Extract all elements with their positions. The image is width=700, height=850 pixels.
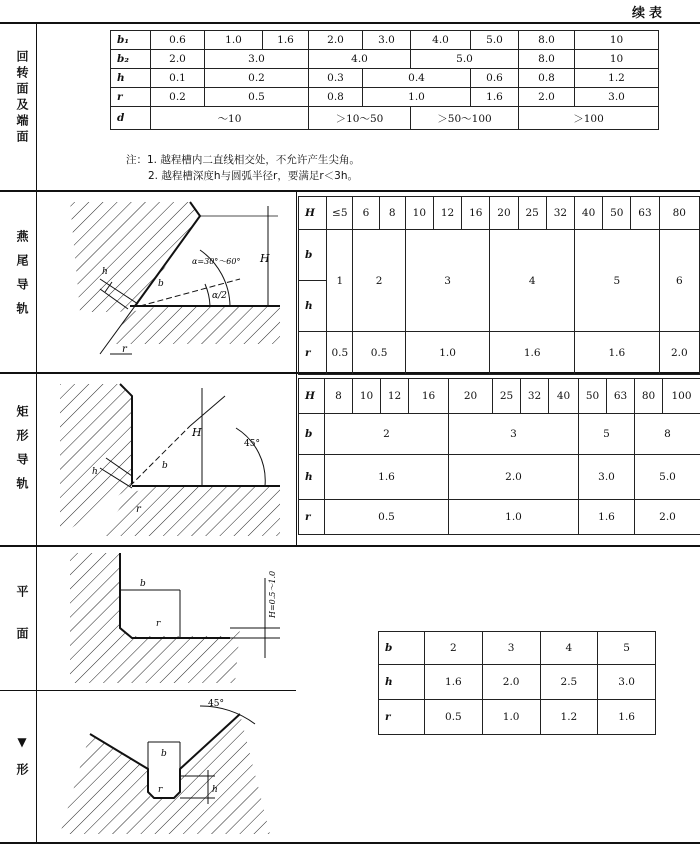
- dim-H: H=0.5～1.0: [268, 570, 277, 618]
- cell: 0.8: [309, 88, 363, 107]
- row-label-b: b: [299, 230, 327, 281]
- dim-H: H: [260, 252, 270, 265]
- cell: 1: [327, 230, 353, 332]
- cell: 5: [574, 230, 659, 332]
- row-label-b: b: [299, 414, 325, 455]
- cell: 0.1: [151, 69, 205, 88]
- cell: 1.0: [205, 31, 263, 50]
- cell: 8: [325, 379, 353, 414]
- cell: 2: [325, 414, 449, 455]
- dim-H: H: [192, 426, 202, 439]
- cell: 0.4: [363, 69, 471, 88]
- cell: 20: [490, 197, 518, 230]
- top-rule: [0, 22, 700, 24]
- cell: 5: [579, 414, 635, 455]
- cell: 4: [490, 230, 575, 332]
- cell: 8: [379, 197, 405, 230]
- cell: 2.0: [151, 50, 205, 69]
- cell: 1.6: [579, 500, 635, 535]
- cell: 12: [381, 379, 409, 414]
- cell: 3: [449, 414, 579, 455]
- dim-r: r: [156, 619, 161, 629]
- row-label-r: r: [379, 700, 425, 735]
- section-rule-3: [0, 545, 700, 547]
- cell: 1.6: [263, 31, 309, 50]
- cell: 0.5: [327, 332, 353, 375]
- row-label-r: r: [111, 88, 151, 107]
- dim-r: r: [122, 344, 127, 355]
- cell: 3.0: [575, 88, 659, 107]
- cell: 1.0: [405, 332, 490, 375]
- note-1: 注：1. 越程槽内二直线相交处，不允许产生尖角。: [126, 154, 360, 166]
- cell: 25: [493, 379, 521, 414]
- cell: 2.0: [482, 665, 540, 700]
- continued-label: 续表: [632, 6, 667, 21]
- cell: 3: [405, 230, 490, 332]
- row-label-h: h: [111, 69, 151, 88]
- dim-h: h: [92, 467, 98, 477]
- cell: 1.6: [574, 332, 659, 375]
- half-alpha-label: α/2: [212, 291, 227, 301]
- row-label-H: H: [299, 379, 325, 414]
- cell: 5.0: [471, 31, 519, 50]
- dim-b: b: [158, 279, 164, 289]
- cell: 25: [518, 197, 546, 230]
- cell: 1.6: [490, 332, 575, 375]
- cell: 10: [353, 379, 381, 414]
- cell: 0.2: [205, 69, 309, 88]
- cell: 40: [549, 379, 579, 414]
- table-rotation: [110, 30, 659, 130]
- table-flat-vee: [378, 631, 656, 735]
- cell: 12: [433, 197, 461, 230]
- cell: 63: [607, 379, 635, 414]
- cell: 3.0: [205, 50, 309, 69]
- dim-r: r: [158, 785, 163, 795]
- row-label-b1: b₁: [111, 31, 151, 50]
- angle-45-label: 45°: [208, 699, 224, 709]
- table-dovetail: [298, 196, 700, 375]
- cell: 1.6: [425, 665, 483, 700]
- cell: 1.0: [482, 700, 540, 735]
- cell: 2.0: [309, 31, 363, 50]
- cell: 5.0: [635, 455, 700, 500]
- row-label-r: r: [299, 332, 327, 375]
- row-label-b: b: [379, 632, 425, 665]
- cell: 32: [546, 197, 574, 230]
- cell: 0.5: [205, 88, 309, 107]
- cell: 1.2: [540, 700, 598, 735]
- row-label-H: H: [299, 197, 327, 230]
- cell: 8.0: [519, 31, 575, 50]
- cell: 2.0: [519, 88, 575, 107]
- cell: 1.2: [575, 69, 659, 88]
- cell: 6: [353, 197, 379, 230]
- cell: 6: [659, 230, 699, 332]
- cell: 2: [353, 230, 405, 332]
- cell: 0.6: [471, 69, 519, 88]
- cell: 50: [579, 379, 607, 414]
- cell: 4: [540, 632, 598, 665]
- cell: 1.6: [471, 88, 519, 107]
- flat-diagram: [40, 548, 294, 688]
- dim-h: h: [102, 267, 108, 277]
- cell: ～10: [151, 107, 309, 130]
- cell: 2.0: [635, 500, 700, 535]
- cell: 50: [603, 197, 631, 230]
- table-rect: [298, 378, 700, 535]
- cell: 4.0: [309, 50, 411, 69]
- cell: ＞50～100: [411, 107, 519, 130]
- cell: 3.0: [598, 665, 656, 700]
- cell: 0.5: [325, 500, 449, 535]
- cell: 80: [659, 197, 699, 230]
- cell: 2.0: [449, 455, 579, 500]
- alpha-label: α=30°～60°: [192, 257, 241, 266]
- cell: 2.5: [540, 665, 598, 700]
- cell: 10: [575, 31, 659, 50]
- cell: 0.2: [151, 88, 205, 107]
- cell: 10: [405, 197, 433, 230]
- cell: 16: [462, 197, 490, 230]
- section-label-rotation: 回转面及端面: [15, 50, 29, 146]
- cell: 100: [663, 379, 700, 414]
- row-label-h: h: [299, 281, 327, 332]
- figure-column-rule: [296, 190, 297, 545]
- cell: 5: [598, 632, 656, 665]
- section-rule-4: [0, 690, 296, 691]
- cell: 3: [482, 632, 540, 665]
- note-2: 2. 越程槽深度h与圆弧半径r，要满足r＜3h。: [148, 170, 358, 182]
- cell: 0.6: [151, 31, 205, 50]
- cell: 0.5: [425, 700, 483, 735]
- cell: 1.6: [325, 455, 449, 500]
- cell: 8: [635, 414, 700, 455]
- left-column-rule: [36, 22, 37, 842]
- cell: 16: [409, 379, 449, 414]
- cell: 2: [425, 632, 483, 665]
- row-label-d: d: [111, 107, 151, 130]
- section-label-vee: ▼形: [15, 735, 29, 789]
- cell: 1.0: [363, 88, 471, 107]
- dim-b: b: [140, 579, 146, 589]
- dim-b: b: [162, 461, 168, 471]
- bottom-rule: [0, 842, 700, 844]
- vee-diagram: [40, 694, 294, 840]
- section-label-dovetail: 燕尾导轨: [15, 230, 29, 326]
- cell: ≤5: [327, 197, 353, 230]
- section-rule-1: [0, 190, 700, 192]
- row-label-h: h: [379, 665, 425, 700]
- cell: 5.0: [411, 50, 519, 69]
- row-label-b2: b₂: [111, 50, 151, 69]
- section-label-flat: 平面: [15, 585, 29, 669]
- angle-45-label: 45°: [244, 439, 260, 449]
- cell: 1.0: [449, 500, 579, 535]
- dim-r: r: [136, 504, 141, 515]
- cell: 4.0: [411, 31, 471, 50]
- cell: 2.0: [659, 332, 699, 375]
- cell: 1.6: [598, 700, 656, 735]
- section-label-rect: 矩形导轨: [15, 405, 29, 501]
- dim-h: h: [212, 785, 218, 795]
- rect-guide-diagram: [40, 376, 294, 542]
- cell: 32: [521, 379, 549, 414]
- cell: 80: [635, 379, 663, 414]
- cell: 20: [449, 379, 493, 414]
- cell: 0.3: [309, 69, 363, 88]
- dim-b: b: [161, 749, 167, 759]
- cell: 0.8: [519, 69, 575, 88]
- cell: 3.0: [579, 455, 635, 500]
- cell: ＞100: [519, 107, 659, 130]
- cell: 3.0: [363, 31, 411, 50]
- cell: 8.0: [519, 50, 575, 69]
- cell: 40: [574, 197, 602, 230]
- cell: 10: [575, 50, 659, 69]
- row-label-h: h: [299, 455, 325, 500]
- cell: 0.5: [353, 332, 405, 375]
- row-label-r: r: [299, 500, 325, 535]
- cell: 63: [631, 197, 659, 230]
- dovetail-diagram: [40, 194, 294, 368]
- cell: ＞10～50: [309, 107, 411, 130]
